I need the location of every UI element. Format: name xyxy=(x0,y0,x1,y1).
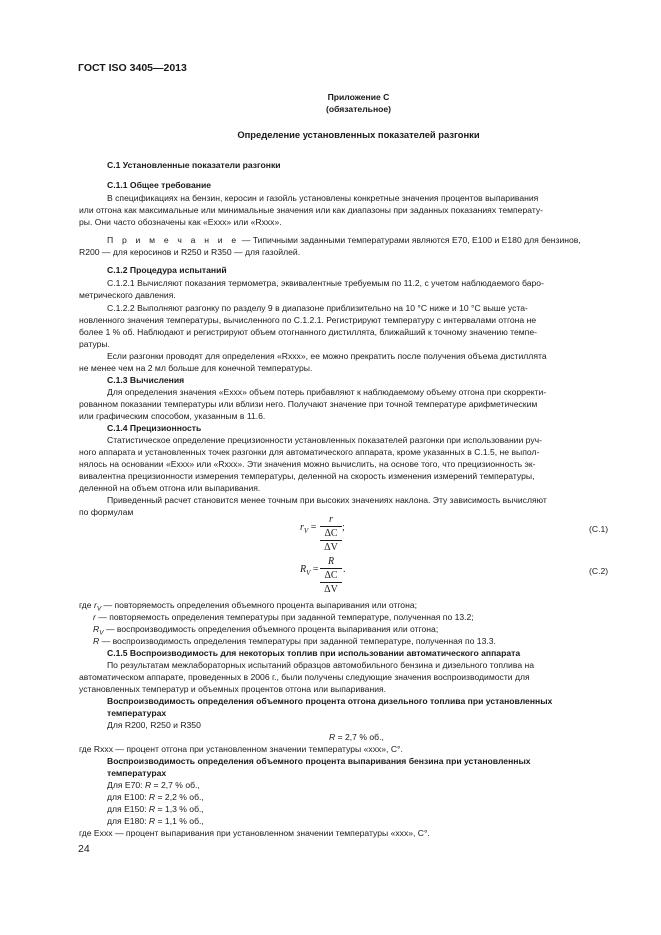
appendix-status: (обязательное) xyxy=(325,104,392,114)
text-line: вивалентна прецизионности измерения температуры, деленной на скорость изменения измерений температуры, xyxy=(79,471,535,481)
text-line: С.1.2.2 Выполняют разгонку по разделу 9 в диапазоне приблизительно на 10 °С ниже и 10 °С выше уста- xyxy=(107,303,528,313)
petrol-value: Для Е70: R = 2,7 % об., xyxy=(107,780,200,790)
appendix-title: Приложение С xyxy=(327,92,390,102)
formula-c1-end: ; xyxy=(342,522,345,533)
text-line: или отгона как максимальные или минимальные значения или как диапазоны при заданных показаниях температу- xyxy=(79,205,544,215)
text-line: автоматическом аппарате, проведенных в 2006 г., были получены следующие значения воспроизводимости для xyxy=(79,672,530,682)
definition-line: где $r_V$ — повторяемость определения объемного процента выпаривания или отгона; xyxy=(79,600,417,613)
text-line: Статистическое определение прецизионности установленных показателей разгонки при использовании руч- xyxy=(107,435,542,445)
formula-c2-lhs: $R_V$ = xyxy=(300,564,319,577)
text-line: Если разгонки проводят для определения «Rxxx», ее можно прекратить после получения объема дистиллята xyxy=(107,351,547,361)
text-line: ры. Они часто обозначены как «Ехxx» или «Rxxx». xyxy=(79,217,282,227)
diesel-reproducibility-value: R = 2,7 % об., xyxy=(329,732,384,742)
formula-c1-number: (С.1) xyxy=(589,524,609,534)
text-line: С.1.2.1 Вычисляют показания термометра, эквивалентные требуемым по 11.2, с учетом наблюдаемого баро- xyxy=(107,278,544,288)
subsection-heading: С.1.3 Вычисления xyxy=(107,375,185,385)
petrol-value: для Е100: R = 2,2 % об., xyxy=(107,792,204,802)
formula-c2-number: (С.2) xyxy=(589,566,609,576)
petrol-value: для Е180: R = 1,1 % об., xyxy=(107,816,204,826)
text-line: где Ехxx — процент выпаривания при установленном значении температуры «xxx», С°. xyxy=(79,828,430,838)
formula-c2-fraction: R ΔC ΔV xyxy=(320,556,342,595)
subsection-heading: С.1.2 Процедура испытаний xyxy=(107,265,227,275)
text-line: по формулам xyxy=(79,507,134,517)
formula-c1-lhs: $r_V$ = xyxy=(300,522,317,535)
text-line: не менее чем на 2 мл больше для конечной температуры. xyxy=(79,363,313,373)
formula-c1-fraction: r ΔC ΔV xyxy=(320,514,342,553)
page-number: 24 xyxy=(78,843,90,855)
note-label: П р и м е ч а н и е xyxy=(107,235,240,245)
bold-paragraph: Воспроизводимость определения объемного процента отгона дизельного топлива при установленных xyxy=(107,696,553,706)
text-line: деленной на объем отгона или выпаривания. xyxy=(79,483,261,493)
bold-paragraph: температурах xyxy=(107,708,167,718)
text-line: новленного значения температуры, вычисленного по С.1.2.1. Регистрируют температуру с интервалами отгона не xyxy=(79,315,537,325)
subsection-heading: С.1.4 Прецизионность xyxy=(107,423,202,433)
formula-c2-end: . xyxy=(343,564,346,575)
appendix-heading: Определение установленных показателей разгонки xyxy=(237,129,480,140)
text-line: нялось на основании «Ехxx» или «Rxxx». Эти значения можно вычислить, на основе того, что прецизионность эк- xyxy=(79,459,536,469)
subsection-heading: С.1.5 Воспроизводимость для некоторых топлив при использовании автоматического аппарата xyxy=(107,648,521,658)
text-line: Для R200, R250 и R350 xyxy=(107,720,201,730)
petrol-value: для Е150: R = 1,3 % об., xyxy=(107,804,204,814)
text-line: По результатам межлабораторных испытаний образцов автомобильного бензина и дизельного топлива на xyxy=(107,660,535,670)
text-line: ратуры. xyxy=(79,339,110,349)
section-heading: С.1 Установленные показатели разгонки xyxy=(107,160,281,170)
text-line: метрического давления. xyxy=(79,290,176,300)
text-line: ного аппарата и установленных точек разгонки для автоматического аппарата, кроме указанных в С.1.5, не выпол- xyxy=(79,447,540,457)
text-line: или графическим способом, указанным в 11.6. xyxy=(79,411,266,421)
bold-paragraph: Воспроизводимость определения объемного процента выпаривания бензина при установленных xyxy=(107,756,531,766)
text-line: R200 — для керосинов и R250 и R350 — для газойлей. xyxy=(79,247,301,257)
text-line: Для определения значения «Ехxx» объем потерь прибавляют к наблюдаемому объему отгона при скорректи- xyxy=(107,387,547,397)
text-line: Приведенный расчет становится менее точным при высоких значениях наклона. Эту зависимость вычисляют xyxy=(107,495,547,505)
definition-line: R — воспроизводимость определения температуры при заданной температуре, полученная по 13.3. xyxy=(93,636,496,646)
text-line: В спецификациях на бензин, керосин и газойль установлены конкретные значения процентов выпаривания xyxy=(107,193,539,203)
document-header: ГОСТ ISO 3405—2013 xyxy=(78,62,187,74)
definition-line: $R_V$ — воспроизводимость определения объемного процента выпаривания или отгона; xyxy=(93,624,439,637)
bold-paragraph: температурах xyxy=(107,768,167,778)
definition-line: r — повторяемость определения температуры при заданной температуре, полученная по 13.2; xyxy=(93,612,474,622)
note-line: П р и м е ч а н и е — Типичными заданными температурами являются Е70, Е100 и Е180 для бензинов, xyxy=(107,235,581,245)
text-line: более 1 % об. Наблюдают и регистрируют объем отогнанного дистиллята, ближайший к точному значению темпе- xyxy=(79,327,537,337)
text-line: где Rxxx — процент отгона при установленном значении температуры «xxx», С°. xyxy=(79,744,403,754)
text-line: установленных температур и объемных процентов отгона или выпаривания. xyxy=(79,684,387,694)
subsection-heading: С.1.1 Общее требование xyxy=(107,180,212,190)
text-line: рованном показании температуры или вблизи него. Получают значение при точной температуре арифметическим xyxy=(79,399,538,409)
